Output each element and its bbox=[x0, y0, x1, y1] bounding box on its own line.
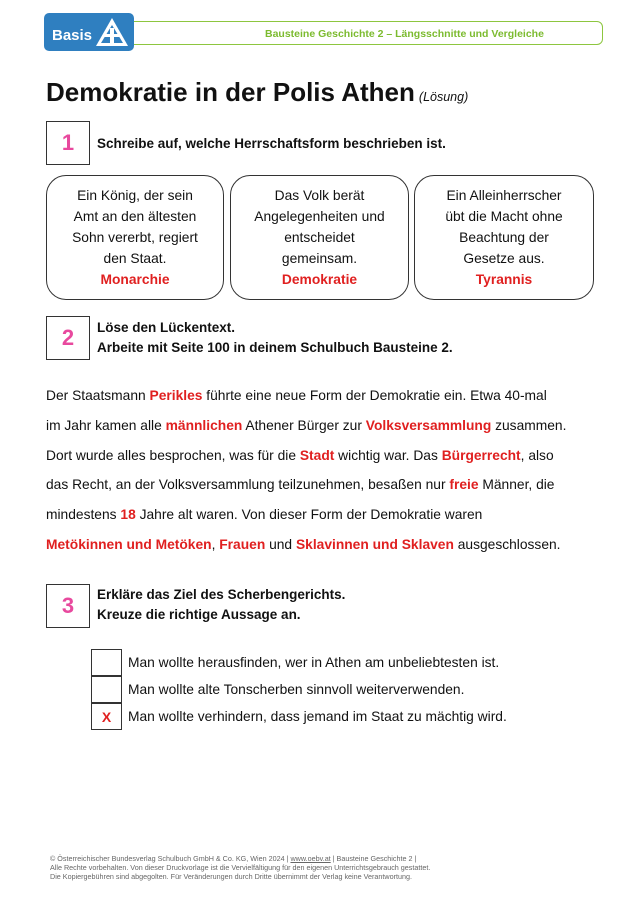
card-line: gemeinsam. bbox=[281, 251, 358, 266]
card-line: Amt an den ältesten bbox=[73, 209, 197, 224]
footer-line2: Alle Rechte vorbehalten. Von dieser Druckvorlage ist die Vervielfältigung für den eigenen Unterrichtsgebrauch gestattet. bbox=[50, 863, 431, 872]
task-number-2: 2 bbox=[46, 316, 90, 360]
option-text-3: Man wollte verhindern, dass jemand im Staat zu mächtig wird. bbox=[128, 709, 507, 724]
cloze-line: im Jahr kamen alle männlichen Athener Bürger zur Volksversammlung zusammen. bbox=[46, 417, 567, 433]
task1-instruction: Schreibe auf, welche Herrschaftsform beschrieben ist. bbox=[97, 136, 446, 151]
basis-logo bbox=[44, 13, 134, 51]
card-line: übt die Macht ohne bbox=[445, 209, 563, 224]
cloze-line: Der Staatsmann Perikles führte eine neue Form der Demokratie ein. Etwa 40-mal bbox=[46, 388, 547, 403]
card-line: Das Volk berät bbox=[274, 188, 365, 203]
task3-instruction-line1: Erkläre das Ziel des Scherbengerichts. bbox=[97, 587, 346, 602]
answer-word: männlichen bbox=[165, 417, 243, 433]
card-line: Gesetze aus. bbox=[463, 251, 545, 266]
task3-instruction bbox=[97, 585, 345, 625]
card-line: entscheidet bbox=[284, 230, 355, 245]
answer-word: Bürgerrecht bbox=[441, 447, 521, 463]
card-line: Sohn vererbt, regiert bbox=[72, 230, 198, 245]
cloze-line: das Recht, an der Volksversammlung teilzunehmen, besaßen nur freie Männer, die bbox=[46, 477, 555, 493]
card-answer: Monarchie bbox=[100, 272, 170, 287]
cloze-text bbox=[46, 381, 606, 560]
logo-text: Basis bbox=[52, 27, 93, 44]
triangle-logo-icon bbox=[94, 16, 130, 48]
card-line: Angelegenheiten und bbox=[254, 209, 385, 224]
card-line: Ein Alleinherrscher bbox=[446, 188, 562, 203]
cloze-line: mindestens 18 Jahre alt waren. Von dieser Form der Demokratie waren bbox=[46, 507, 483, 523]
page-title bbox=[46, 77, 468, 108]
task3-instruction-line2: Kreuze die richtige Aussage an. bbox=[97, 607, 301, 622]
task-number-3: 3 bbox=[46, 584, 90, 628]
card-monarchie bbox=[46, 175, 224, 300]
option-text-2: Man wollte alte Tonscherben sinnvoll weiterverwenden. bbox=[128, 682, 465, 697]
cloze-line: Metökinnen und Metöken, Frauen und Sklavinnen und Sklaven ausgeschlossen. bbox=[46, 536, 561, 552]
title-note: (Lösung) bbox=[418, 90, 469, 104]
option-checkbox-3[interactable]: X bbox=[91, 703, 122, 730]
title-text: Demokratie in der Polis Athen bbox=[46, 77, 415, 107]
cloze-line: Dort wurde alles besprochen, was für die Stadt wichtig war. Das Bürgerrecht, also bbox=[46, 447, 554, 463]
task2-instruction bbox=[97, 318, 453, 358]
publisher-link[interactable]: www.oebv.at bbox=[290, 854, 331, 863]
card-line: Ein König, der sein bbox=[77, 188, 193, 203]
answer-word: 18 bbox=[120, 507, 136, 523]
card-tyrannis bbox=[414, 175, 594, 300]
answer-word: Sklavinnen und Sklaven bbox=[295, 536, 454, 552]
card-answer: Tyrannis bbox=[475, 272, 533, 287]
card-answer: Demokratie bbox=[281, 272, 358, 287]
answer-word: freie bbox=[449, 477, 479, 493]
option-checkbox-2[interactable] bbox=[91, 676, 122, 703]
answer-word: Perikles bbox=[149, 388, 203, 403]
footer-line3: Die Kopiergebühren sind abgegolten. Für Veränderungen durch Dritte übernimmt der Verlag keine Verantwortung. bbox=[50, 872, 412, 881]
answer-word: Volksversammlung bbox=[365, 417, 492, 433]
copyright-footer bbox=[50, 854, 430, 881]
series-title: Bausteine Geschichte 2 – Längsschnitte und Vergleiche bbox=[265, 28, 544, 40]
option-text-1: Man wollte herausfinden, wer in Athen am unbeliebtesten ist. bbox=[128, 655, 500, 670]
card-demokratie bbox=[230, 175, 409, 300]
card-line: Beachtung der bbox=[459, 230, 549, 245]
footer-line1: © Österreichischer Bundesverlag Schulbuch GmbH & Co. KG, Wien 2024 | www.oebv.at | Bausteine Geschichte 2 | bbox=[50, 854, 417, 863]
task-number-1: 1 bbox=[46, 121, 90, 165]
answer-word: Stadt bbox=[299, 447, 335, 463]
task2-instruction-line2: Arbeite mit Seite 100 in deinem Schulbuch Bausteine 2. bbox=[97, 340, 453, 355]
answer-word: Metökinnen und Metöken bbox=[46, 536, 212, 552]
answer-word: Frauen bbox=[219, 536, 266, 552]
task2-instruction-line1: Löse den Lückentext. bbox=[97, 320, 236, 335]
option-checkbox-1[interactable] bbox=[91, 649, 122, 676]
card-line: den Staat. bbox=[103, 251, 167, 266]
